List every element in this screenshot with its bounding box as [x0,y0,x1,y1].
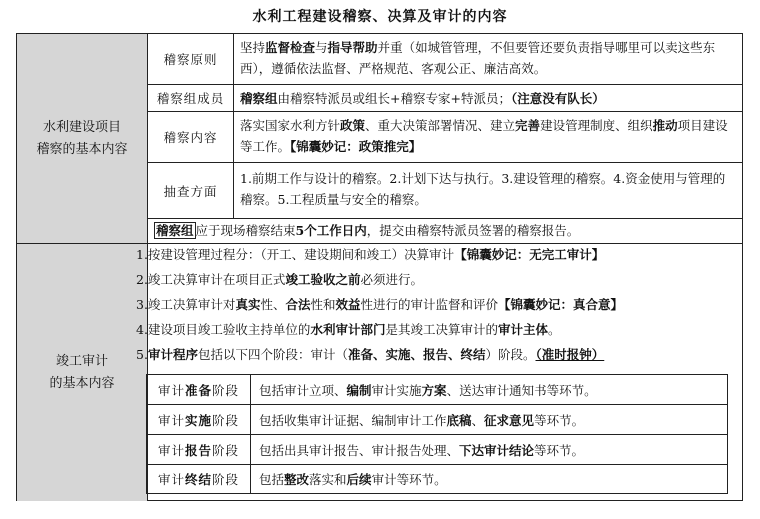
audit-stages-table [146,374,728,494]
text-segment: 阶段 [212,383,240,398]
text-segment: 准备 [184,383,212,398]
section2-label [17,244,148,501]
text-segment: 底稿 [446,413,472,428]
text-segment: 报告 [184,443,212,458]
text-segment: 性、 [260,297,286,312]
text-segment: 包括审计立项、 [259,383,347,398]
text-segment: 3.竣工决算审计对 [136,297,236,312]
row-label-principle: 稽察原则 [148,34,234,85]
text-segment: ，提交由稽察特派员签署的稽察报告。 [366,223,580,238]
row-label-content: 稽察内容 [148,112,234,163]
section2-label-line2: 的基本内容 [49,375,115,391]
text-segment: 包括出具审计报告、审计报告处理、 [259,443,460,458]
text-segment: 推动 [652,118,678,133]
text-segment: 建设管理制度、组织 [540,118,653,133]
text-segment: 。 [547,322,561,337]
text-segment: （准时报钟） [535,347,605,362]
text-segment: 审计实施 [371,383,422,398]
text-segment: 5个工作日内 [295,223,367,238]
text-segment: 并重（如城管管理，不但要管还要负责指导哪里可以卖这些东西），遵循依法监督、严格规范、客观公正、廉洁高效。 [240,40,716,76]
row-text-members [234,85,742,112]
audit-item-5 [136,343,604,367]
text-segment: 性和 [310,297,336,312]
stage-desc [251,465,447,493]
text-segment: 与 [315,40,328,55]
page-title: 水利工程建设稽察、决算及审计的内容 [252,9,508,25]
text-segment: 审计 [157,472,185,487]
section2-label-line1: 竣工审计 [55,353,108,369]
text-segment: 审计主体 [497,322,548,337]
text-segment: 稽察组 [240,91,278,106]
text-segment: 包括以下四个阶段：审计（ [197,347,348,362]
stage-label [147,465,251,493]
text-segment: 包括收集审计证据、编制审计工作 [259,413,447,428]
text-segment: 4.建设项目竣工验收主持单位的 [136,322,311,337]
text-segment: 下达审计结论 [459,443,535,458]
text-segment: 包括 [259,472,285,487]
section1-footer [148,219,742,244]
section1-label-line1: 水利建设项目 [42,119,121,135]
text-segment: 2.竣工决算审计在项目正式 [136,272,286,287]
text-segment: 政策 [340,118,366,133]
row-label-members: 稽察组成员 [148,85,234,112]
stage-row [147,375,727,405]
text-segment: 水利审计部门 [310,322,386,337]
text-segment: 准备、实施、报告、终结 [347,347,486,362]
text-segment: 方案 [421,383,447,398]
text-segment: 合法 [285,297,311,312]
stage-label [147,435,251,465]
text-segment: 等环节。 [534,443,585,458]
audit-item-1 [136,243,604,267]
audit-item-3 [136,293,623,317]
text-segment: 效益 [335,297,361,312]
section1-label [17,34,148,244]
row-text-principle [234,34,742,85]
text-segment: 后续 [346,472,372,487]
audit-item-4 [136,318,561,342]
text-segment: 必须进行。 [360,272,423,287]
text-segment: 阶段 [212,413,240,428]
text-segment: 阶段 [212,472,240,487]
text-segment: 完善 [515,118,541,133]
text-segment: 整改 [284,472,310,487]
text-segment: 性进行的审计监督和评价 [360,297,499,312]
text-segment: 审计 [157,413,185,428]
text-segment: 由稽察特派员或组长+稽察专家+特派员； [277,91,511,106]
stage-row [147,435,727,465]
text-segment: 征求意见 [484,413,535,428]
stage-label [147,375,251,405]
text-segment: 坚持 [240,40,266,55]
text-segment: 落实和 [309,472,347,487]
text-segment: 监督检查 [265,40,316,55]
text-segment: 真实 [235,297,261,312]
text-segment: 审计 [157,383,185,398]
text-segment: 等环节。 [534,413,585,428]
text-segment: 、送达审计通知书等环节。 [446,383,597,398]
text-segment: 稽察组 [156,223,194,238]
text-segment: 阶段 [212,443,240,458]
text-segment: 审计程序 [147,347,198,362]
text-segment: 5. [136,347,148,362]
stage-row [147,465,727,493]
stage-row [147,405,727,435]
stage-desc [251,375,597,405]
stage-label [147,405,251,435]
stage-desc [251,435,584,465]
text-segment: 竣工验收之前 [285,272,361,287]
text-segment: 【锦囊妙记：政策推完】 [290,139,422,154]
row-label-inspection: 抽查方面 [148,163,234,219]
text-segment: 是其竣工决算审计的 [385,322,498,337]
text-segment: 实施 [184,413,212,428]
text-segment: 1.前期工作与设计的稽察。2.计划下达与执行。3.建设管理的稽察。4.资金使用与管理的稽察。5.工程质量与安全的稽察。 [240,171,726,207]
text-segment: 终结 [184,472,212,487]
text-segment: 【锦囊妙记：无完工审计】 [454,247,605,262]
text-segment: 1.按建设管理过程分：（开工、建设期间和竣工）决算审计 [136,247,455,262]
section1-label-line2: 稽察的基本内容 [36,141,128,157]
row-text-content [234,112,742,163]
text-segment: ）阶段。 [485,347,536,362]
text-segment: 【锦囊妙记：真合意】 [498,297,624,312]
text-segment: 应于现场稽察结束 [195,223,296,238]
stage-desc [251,405,584,435]
text-segment: （注意没有队长） [510,91,605,106]
text-segment: 项目建设等工作。 [240,118,728,154]
text-segment: 审计等环节。 [371,472,447,487]
text-segment: 编制 [346,383,372,398]
text-segment: 、重大决策部署情况、建立 [365,118,516,133]
text-segment: 审计 [157,443,185,458]
text-segment: 落实国家水利方针 [240,118,341,133]
text-segment: 指导帮助 [327,40,378,55]
audit-item-2 [136,268,423,292]
row-text-inspection [234,163,742,219]
text-segment: 、 [471,413,485,428]
